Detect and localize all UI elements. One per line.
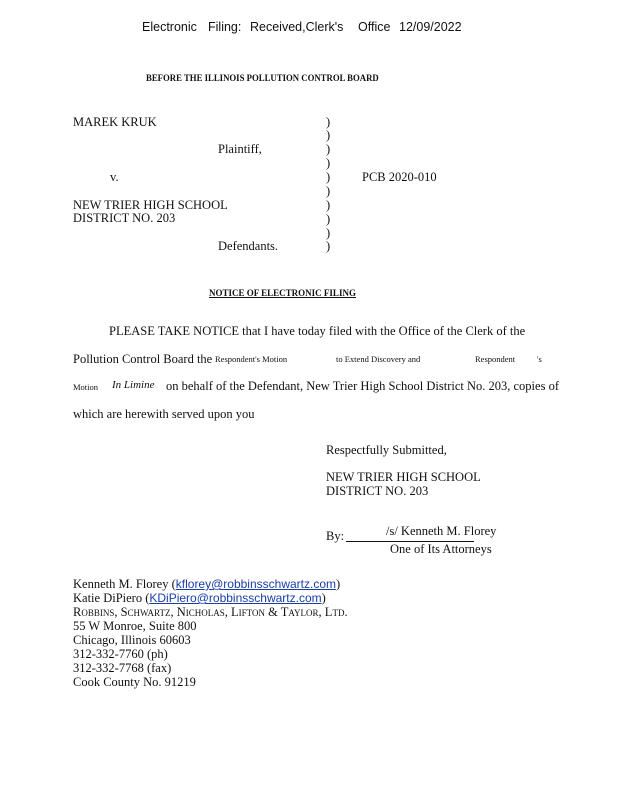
signature: /s/ Kenneth M. Florey <box>386 524 497 538</box>
firm-line2: DISTRICT NO. 203 <box>326 484 429 498</box>
motion-text-5: Motion <box>73 382 99 392</box>
stamp-electronic: Electronic <box>142 20 197 34</box>
motion-text-4: 's <box>537 354 542 364</box>
paren: ) <box>326 184 331 198</box>
paren: ) <box>326 142 331 156</box>
firm-name: Robbins, Schwartz, Nicholas, Lifton & Taylor, Ltd. <box>73 605 348 619</box>
motion-text-1: Respondent's Motion <box>215 354 288 364</box>
case-number: PCB 2020-010 <box>362 170 437 184</box>
paren: ) <box>326 212 331 226</box>
firm-line1: NEW TRIER HIGH SCHOOL <box>326 470 481 484</box>
defendant-role: Defendants. <box>218 239 279 253</box>
defendant-line2: DISTRICT NO. 203 <box>73 211 176 225</box>
signature-title: One of Its Attorneys <box>390 542 492 556</box>
attorney1-name: Kenneth M. Florey ( <box>73 577 176 591</box>
close-paren: ) <box>321 591 326 605</box>
defendant-line1: NEW TRIER HIGH SCHOOL <box>73 198 228 212</box>
phone: 312-332-7760 (ph) <box>73 647 168 661</box>
motion-text-2: to Extend Discovery and <box>336 354 421 364</box>
attorney2 <box>73 591 326 606</box>
notice-line1: PLEASE TAKE NOTICE that I have today filed with the Office of the Clerk of the <box>109 324 526 338</box>
by-label: By: <box>326 529 345 543</box>
stamp-office: Office <box>358 20 391 34</box>
paren: ) <box>326 198 331 212</box>
street: 55 W Monroe, Suite 800 <box>73 619 197 633</box>
paren: ) <box>326 115 331 129</box>
versus: v. <box>110 170 119 184</box>
city: Chicago, Illinois 60603 <box>73 633 191 647</box>
stamp-filing: Filing: <box>208 20 242 34</box>
stamp-date: 12/09/2022 <box>399 20 462 34</box>
close-paren: ) <box>336 577 341 591</box>
attorney1-email[interactable]: kflorey@robbinsschwartz.com <box>175 577 336 591</box>
notice-line4: which are herewith served upon you <box>73 407 255 421</box>
paren: ) <box>326 226 331 240</box>
plaintiff-name: MAREK KRUK <box>73 115 157 129</box>
paren: ) <box>326 170 331 184</box>
in-limine: In Limine <box>112 379 155 391</box>
stamp-received: Received,Clerk's <box>250 20 344 34</box>
closing: Respectfully Submitted, <box>326 443 447 457</box>
notice-line2-start: Pollution Control Board the <box>73 352 213 366</box>
attorney2-email[interactable]: KDiPiero@robbinsschwartz.com <box>149 591 322 605</box>
notice-line3-rest: on behalf of the Defendant, New Trier High School District No. 203, copies of <box>166 379 559 393</box>
fax: 312-332-7768 (fax) <box>73 661 172 675</box>
notice-title: NOTICE OF ELECTRONIC FILING <box>209 288 356 298</box>
board-heading: BEFORE THE ILLINOIS POLLUTION CONTROL BOARD <box>146 74 379 84</box>
motion-text-3: Respondent <box>475 354 516 364</box>
paren: ) <box>326 156 331 170</box>
paren: ) <box>326 239 331 253</box>
attorney1 <box>73 577 340 592</box>
attorney2-name: Katie DiPiero ( <box>73 591 150 605</box>
county-number: Cook County No. 91219 <box>73 675 196 689</box>
plaintiff-role: Plaintiff, <box>218 142 262 156</box>
paren: ) <box>326 128 331 142</box>
